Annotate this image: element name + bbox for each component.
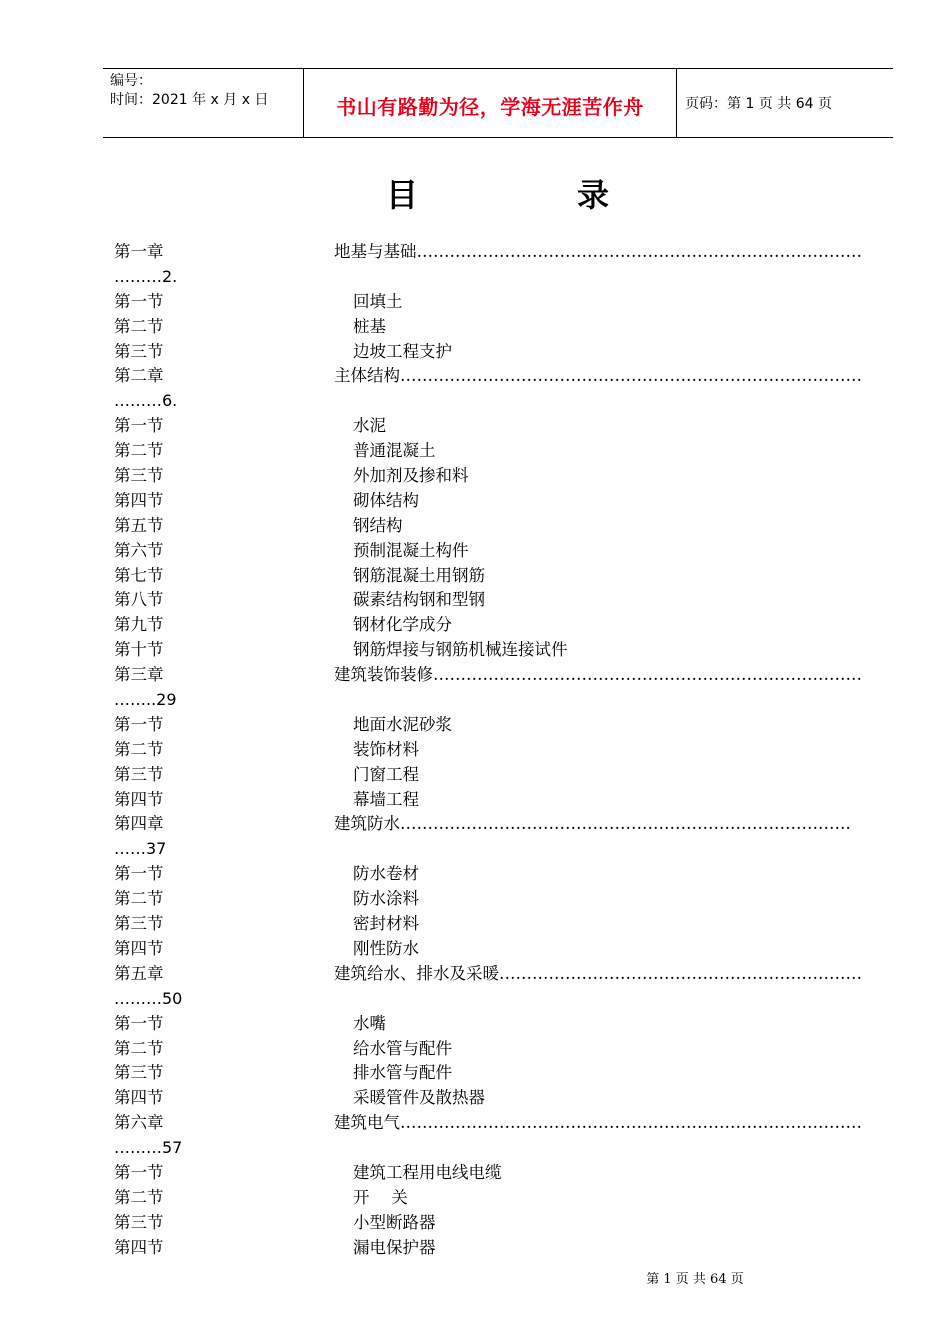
toc-chapter-row xyxy=(114,240,884,265)
toc-section-row xyxy=(114,862,884,887)
toc-label: 第一节 xyxy=(114,864,164,884)
toc-chapter-row xyxy=(114,364,884,389)
toc-title: 建筑给水、排水及采暖………………………………………………………… xyxy=(334,963,862,983)
toc-title: 门窗工程 xyxy=(353,764,419,784)
toc-label: 第三节 xyxy=(114,914,164,934)
toc-label: 第十节 xyxy=(114,640,164,660)
toc-section-row xyxy=(114,713,884,738)
toc-label: 第一章 xyxy=(114,242,164,261)
toc-label: 第四节 xyxy=(114,1237,164,1257)
toc-section-row xyxy=(114,489,884,514)
page-title xyxy=(0,170,950,220)
toc-title: 地基与基础……………………………………………………………………… xyxy=(334,242,862,261)
toc-page-ref: ………57 xyxy=(114,1138,183,1158)
toc-chapter-row xyxy=(114,812,884,837)
toc-title: 装饰材料 xyxy=(353,739,419,759)
footer-page-number: 第 1 页 共 64 页 xyxy=(646,1272,744,1287)
toc-title: 漏电保护器 xyxy=(353,1237,436,1257)
toc-section-row xyxy=(114,1061,884,1086)
toc-page-ref-row xyxy=(114,265,884,290)
toc-label: 第六节 xyxy=(114,540,164,560)
toc-section-row xyxy=(114,788,884,813)
toc-page-ref-row xyxy=(114,1136,884,1161)
toc-page-ref-row xyxy=(114,987,884,1012)
toc-section-row xyxy=(114,439,884,464)
toc-page-ref: ………2. xyxy=(114,266,178,286)
toc-section-row xyxy=(114,340,884,365)
page-info: 页码：第 1 页 共 64 页 xyxy=(685,96,832,112)
toc-title: 钢材化学成分 xyxy=(353,615,452,635)
toc-title: 回填土 xyxy=(353,291,403,311)
toc-label: 第三节 xyxy=(114,1212,164,1232)
toc-title: 采暖管件及散热器 xyxy=(353,1088,485,1108)
toc-label: 第三章 xyxy=(114,665,164,685)
toc-section-row xyxy=(114,414,884,439)
toc-title: 建筑防水………………………………………………………………………. xyxy=(334,814,851,834)
toc-title: 钢结构 xyxy=(353,515,403,535)
toc-section-row xyxy=(114,1236,884,1261)
toc-label: 第一节 xyxy=(114,714,164,734)
toc-label: 第五节 xyxy=(114,515,164,535)
title-char-2: 录 xyxy=(577,176,610,214)
header-motto-cell xyxy=(303,69,677,137)
toc-title: 钢筋焊接与钢筋机械连接试件 xyxy=(353,640,568,660)
toc-label: 第八节 xyxy=(114,590,164,610)
toc-section-row xyxy=(114,1161,884,1186)
toc-label: 第二节 xyxy=(114,739,164,759)
toc-title: 防水涂料 xyxy=(353,889,419,909)
toc-label: 第一节 xyxy=(114,416,164,436)
header-page-cell xyxy=(677,69,893,137)
toc-label: 第四节 xyxy=(114,490,164,510)
toc-title: 建筑电气………………………………………………………………………… xyxy=(334,1113,862,1133)
toc-page-ref-row xyxy=(114,688,884,713)
toc-label: 第二节 xyxy=(114,441,164,461)
toc-title: 建筑工程用电线电缆 xyxy=(353,1162,502,1182)
toc-section-row xyxy=(114,1037,884,1062)
toc-section-row xyxy=(114,638,884,663)
toc-page-ref-row xyxy=(114,389,884,414)
toc-title: 小型断路器 xyxy=(353,1212,436,1232)
toc-section-row xyxy=(114,564,884,589)
toc-title: 主体结构………………………………………………………………………… xyxy=(334,366,862,386)
toc-title: 边坡工程支护 xyxy=(353,341,452,361)
toc-label: 第二章 xyxy=(114,366,164,386)
toc-label: 第四节 xyxy=(114,938,164,958)
toc-label: 第三节 xyxy=(114,466,164,486)
toc-section-row xyxy=(114,887,884,912)
toc-title: 防水卷材 xyxy=(353,864,419,884)
toc-label: 第二节 xyxy=(114,316,164,336)
toc-section-row xyxy=(114,539,884,564)
toc-title: 外加剂及掺和料 xyxy=(353,466,469,486)
toc-label: 第二节 xyxy=(114,889,164,909)
toc-title: 密封材料 xyxy=(353,914,419,934)
toc-page-ref: ………6. xyxy=(114,391,178,411)
toc-title: 碳素结构钢和型钢 xyxy=(353,590,485,610)
toc-label: 第一节 xyxy=(114,291,164,311)
toc-title: 钢筋混凝土用钢筋 xyxy=(353,565,485,585)
toc-section-row xyxy=(114,1012,884,1037)
toc-title: 水嘴 xyxy=(353,1013,386,1033)
toc-section-row xyxy=(114,738,884,763)
toc-label: 第二节 xyxy=(114,1187,164,1207)
toc-section-row xyxy=(114,290,884,315)
toc-section-row xyxy=(114,1186,884,1211)
toc-title: 建筑装饰装修…………………………………………………………………… xyxy=(334,665,862,685)
toc-section-row xyxy=(114,1211,884,1236)
toc-page-ref: ………50 xyxy=(114,988,183,1008)
toc-page-ref: ……37 xyxy=(114,839,167,859)
toc-title: 排水管与配件 xyxy=(353,1063,452,1083)
toc-title: 地面水泥砂浆 xyxy=(353,714,452,734)
toc-section-row xyxy=(114,315,884,340)
toc-section-row xyxy=(114,937,884,962)
table-of-contents xyxy=(114,240,884,1261)
toc-chapter-row xyxy=(114,663,884,688)
toc-label: 第五章 xyxy=(114,963,164,983)
toc-label: 第三节 xyxy=(114,341,164,361)
toc-label: 第九节 xyxy=(114,615,164,635)
toc-label: 第一节 xyxy=(114,1013,164,1033)
toc-title: 桩基 xyxy=(353,316,386,336)
toc-label: 第七节 xyxy=(114,565,164,585)
number-label: 编号： xyxy=(110,73,152,89)
toc-label: 第四节 xyxy=(114,1088,164,1108)
toc-section-row xyxy=(114,1086,884,1111)
toc-title: 砌体结构 xyxy=(353,490,419,510)
toc-title: 水泥 xyxy=(353,416,386,436)
toc-section-row xyxy=(114,763,884,788)
header-meta-cell xyxy=(103,69,303,137)
toc-section-row xyxy=(114,613,884,638)
toc-label: 第一节 xyxy=(114,1162,164,1182)
time-label: 时间：2021 年 x 月 x 日 xyxy=(110,92,269,108)
toc-title: 给水管与配件 xyxy=(353,1038,452,1058)
toc-section-row xyxy=(114,514,884,539)
toc-title: 开 关 xyxy=(353,1187,408,1207)
toc-section-row xyxy=(114,464,884,489)
toc-title: 普通混凝土 xyxy=(353,441,436,461)
document-header xyxy=(103,68,893,138)
toc-label: 第三节 xyxy=(114,764,164,784)
title-char-1: 目 xyxy=(386,176,419,214)
toc-title: 预制混凝土构件 xyxy=(353,540,469,560)
toc-label: 第二节 xyxy=(114,1038,164,1058)
toc-title: 幕墙工程 xyxy=(353,789,419,809)
toc-page-ref-row xyxy=(114,837,884,862)
toc-label: 第四节 xyxy=(114,789,164,809)
motto-text: 书山有路勤为径，学海无涯苦作舟 xyxy=(336,94,644,119)
page-footer xyxy=(0,1268,950,1287)
toc-section-row xyxy=(114,912,884,937)
toc-label: 第四章 xyxy=(114,814,164,834)
toc-chapter-row xyxy=(114,1111,884,1136)
toc-page-ref: ……..29 xyxy=(114,690,177,710)
toc-section-row xyxy=(114,588,884,613)
toc-label: 第三节 xyxy=(114,1063,164,1083)
toc-title: 刚性防水 xyxy=(353,938,419,958)
toc-chapter-row xyxy=(114,962,884,987)
toc-label: 第六章 xyxy=(114,1113,164,1133)
